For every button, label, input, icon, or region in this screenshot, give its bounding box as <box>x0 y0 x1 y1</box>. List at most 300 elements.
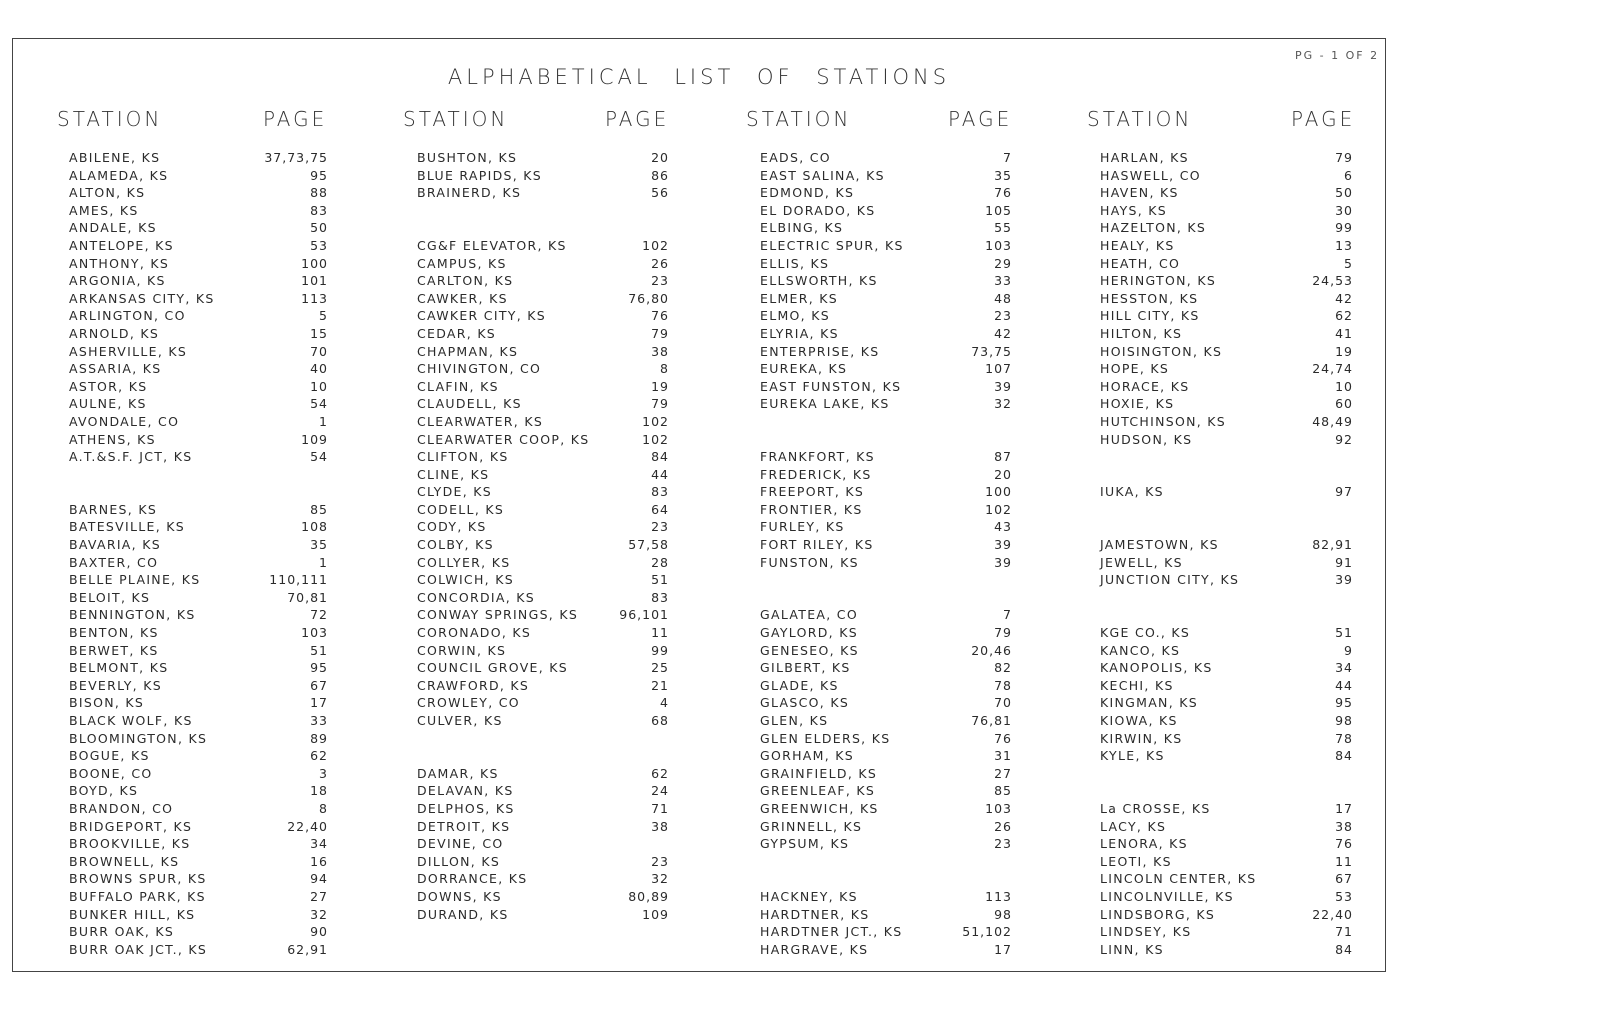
station-name: ELMO, KS <box>760 308 830 324</box>
station-page: 24 <box>651 783 669 799</box>
station-page: 85 <box>310 501 328 517</box>
station-name: DURAND, KS <box>417 906 509 922</box>
station-page: 86 <box>651 167 669 183</box>
station-page: 53 <box>1335 888 1353 904</box>
station-name: BISON, KS <box>69 695 145 711</box>
station-page: 31 <box>994 748 1012 764</box>
station-page: 19 <box>651 378 669 394</box>
station-page: 43 <box>994 519 1012 535</box>
station-name: LINCOLN CENTER, KS <box>1100 871 1257 887</box>
station-page: 37,73,75 <box>264 150 328 165</box>
station-name: FREEPORT, KS <box>760 484 865 500</box>
station-page: 70 <box>994 695 1012 711</box>
station-page: 70,81 <box>287 589 328 605</box>
station-name: LACY, KS <box>1100 818 1167 834</box>
station-page: 32 <box>310 906 328 922</box>
station-name: CULVER, KS <box>417 713 503 728</box>
station-page: 82,91 <box>1312 537 1353 553</box>
station-page: 24,53 <box>1312 273 1353 289</box>
station-page: 38 <box>1335 818 1353 834</box>
station-page: 62 <box>651 765 669 781</box>
station-name: BLACK WOLF, KS <box>69 713 193 728</box>
station-name: BROWNELL, KS <box>69 853 180 869</box>
station-page: 34 <box>310 836 328 852</box>
station-page: 35 <box>310 537 328 553</box>
station-name: A.T.&S.F. JCT, KS <box>69 449 193 465</box>
station-page: 39 <box>994 537 1012 553</box>
station-name: HERINGTON, KS <box>1100 273 1217 289</box>
station-page: 53 <box>310 237 328 253</box>
station-name: GREENLEAF, KS <box>760 783 876 799</box>
station-page: 13 <box>1335 237 1353 253</box>
station-name: JAMESTOWN, KS <box>1100 537 1219 553</box>
station-name: GILBERT, KS <box>760 660 851 676</box>
station-page: 6 <box>1344 167 1353 183</box>
station-page: 110,111 <box>269 572 328 588</box>
station-page: 64 <box>651 501 669 517</box>
station-name: GRAINFIELD, KS <box>760 765 878 781</box>
station-name: JEWELL, KS <box>1100 554 1183 570</box>
page-header: PAGE <box>605 107 670 131</box>
station-page: 89 <box>310 730 328 746</box>
station-name: HAYS, KS <box>1100 202 1168 218</box>
station-page: 42 <box>994 325 1012 341</box>
station-name: CEDAR, KS <box>417 325 497 341</box>
station-page: 3 <box>319 765 328 781</box>
station-name: CAWKER, KS <box>417 290 508 306</box>
station-name: BATESVILLE, KS <box>69 519 185 535</box>
station-page: 84 <box>651 449 669 465</box>
station-page: 23 <box>651 519 669 535</box>
station-name: EAST FUNSTON, KS <box>760 378 902 394</box>
station-name: LINN, KS <box>1100 941 1164 957</box>
station-page: 84 <box>1335 941 1353 957</box>
station-name: KIRWIN, KS <box>1100 730 1183 746</box>
station-name: HUTCHINSON, KS <box>1100 413 1227 429</box>
station-name: ATHENS, KS <box>69 431 156 447</box>
station-name: EUREKA LAKE, KS <box>760 396 890 412</box>
station-name: BOYD, KS <box>69 783 139 799</box>
station-name: HORACE, KS <box>1100 378 1190 394</box>
station-page: 83 <box>651 589 669 605</box>
station-name: AULNE, KS <box>69 396 147 412</box>
station-page: 71 <box>651 800 669 816</box>
station-page: 7 <box>1003 150 1012 165</box>
station-name: FRONTIER, KS <box>760 501 863 517</box>
station-page: 91 <box>1335 554 1353 570</box>
station-name: DAMAR, KS <box>417 765 499 781</box>
station-page: 42 <box>1335 290 1353 306</box>
station-page: 90 <box>310 924 328 940</box>
station-header: STATION <box>1087 107 1193 131</box>
station-header: STATION <box>403 107 509 131</box>
station-name: CLAFIN, KS <box>417 378 499 394</box>
station-name: GAYLORD, KS <box>760 625 858 641</box>
station-page: 105 <box>985 202 1012 218</box>
station-page: 103 <box>985 800 1012 816</box>
station-name: BUNKER HILL, KS <box>69 906 196 922</box>
station-name: FURLEY, KS <box>760 519 845 535</box>
station-name: ELLSWORTH, KS <box>760 273 878 289</box>
station-page: 39 <box>994 378 1012 394</box>
station-page: 27 <box>310 888 328 904</box>
station-name: HEALY, KS <box>1100 237 1175 253</box>
station-name: ASTOR, KS <box>69 378 148 394</box>
station-name: HARLAN, KS <box>1100 150 1189 165</box>
station-name: EADS, CO <box>760 150 831 165</box>
station-page: 51 <box>310 642 328 658</box>
station-name: AMES, KS <box>69 202 139 218</box>
station-page: 107 <box>985 361 1012 377</box>
station-name: ALTON, KS <box>69 185 146 201</box>
station-name: GRINNELL, KS <box>760 818 863 834</box>
station-page: 70 <box>310 343 328 359</box>
station-name: CAMPUS, KS <box>417 255 507 271</box>
station-page: 73,75 <box>971 343 1012 359</box>
station-page: 48,49 <box>1312 413 1353 429</box>
station-name: LEOTI, KS <box>1100 853 1172 869</box>
station-name: ANTHONY, KS <box>69 255 170 271</box>
station-page: 10 <box>1335 378 1353 394</box>
station-name: DELAVAN, KS <box>417 783 514 799</box>
station-name: CLIFTON, KS <box>417 449 509 465</box>
station-name: LENORA, KS <box>1100 836 1188 852</box>
station-page: 17 <box>1335 800 1353 816</box>
station-page: 62 <box>310 748 328 764</box>
station-page: 99 <box>651 642 669 658</box>
station-page: 102 <box>642 237 669 253</box>
station-page: 76 <box>994 185 1012 201</box>
page-header: PAGE <box>263 107 328 131</box>
station-name: FUNSTON, KS <box>760 554 859 570</box>
station-name: DETROIT, KS <box>417 818 511 834</box>
station-page: 23 <box>994 836 1012 852</box>
station-page: 5 <box>319 308 328 324</box>
station-name: ELBING, KS <box>760 220 844 236</box>
station-name: BELMONT, KS <box>69 660 169 676</box>
station-name: JUNCTION CITY, KS <box>1100 572 1240 588</box>
station-name: BENTON, KS <box>69 625 159 641</box>
station-page: 62,91 <box>287 941 328 957</box>
station-page: 1 <box>319 554 328 570</box>
station-page: 84 <box>1335 748 1353 764</box>
station-name: IUKA, KS <box>1100 484 1164 500</box>
station-name: GORHAM, KS <box>760 748 855 764</box>
station-name: GLASCO, KS <box>760 695 850 711</box>
station-name: CONWAY SPRINGS, KS <box>417 607 579 623</box>
station-page: 7 <box>1003 607 1012 623</box>
station-page: 17 <box>310 695 328 711</box>
station-page: 100 <box>301 255 328 271</box>
station-page: 68 <box>651 713 669 728</box>
station-name: BUSHTON, KS <box>417 150 518 165</box>
station-page: 51,102 <box>962 924 1012 940</box>
station-name: CLEARWATER COOP, KS <box>417 431 590 447</box>
station-name: BAVARIA, KS <box>69 537 161 553</box>
station-page: 95 <box>310 660 328 676</box>
station-name: ARLINGTON, CO <box>69 308 186 324</box>
station-page: 11 <box>1335 853 1353 869</box>
station-page: 87 <box>994 449 1012 465</box>
station-name: HAVEN, KS <box>1100 185 1179 201</box>
station-page: 83 <box>310 202 328 218</box>
page-header: PAGE <box>948 107 1013 131</box>
station-name: CORWIN, KS <box>417 642 507 658</box>
station-name: HESSTON, KS <box>1100 290 1199 306</box>
station-name: ELYRIA, KS <box>760 325 839 341</box>
station-page: 76 <box>651 308 669 324</box>
station-name: HOISINGTON, KS <box>1100 343 1223 359</box>
station-name: BRANDON, CO <box>69 800 174 816</box>
station-page: 22,40 <box>1312 906 1353 922</box>
station-page: 76 <box>994 730 1012 746</box>
station-page: 35 <box>994 167 1012 183</box>
station-name: BRIDGEPORT, KS <box>69 818 193 834</box>
station-page: 79 <box>1335 150 1353 165</box>
station-page: 97 <box>1335 484 1353 500</box>
station-name: DEVINE, CO <box>417 836 504 852</box>
station-page: 20,46 <box>971 642 1012 658</box>
station-page: 11 <box>651 625 669 641</box>
station-page: 39 <box>1335 572 1353 588</box>
station-name: CODY, KS <box>417 519 487 535</box>
station-name: BURR OAK JCT., KS <box>69 941 208 957</box>
station-page: 101 <box>301 273 328 289</box>
station-page: 19 <box>1335 343 1353 359</box>
station-page: 79 <box>651 396 669 412</box>
station-name: FREDERICK, KS <box>760 466 872 482</box>
station-name: BAXTER, CO <box>69 554 159 570</box>
station-name: EL DORADO, KS <box>760 202 876 218</box>
station-page: 102 <box>642 431 669 447</box>
station-page: 5 <box>1344 255 1353 271</box>
station-name: CRAWFORD, KS <box>417 677 530 693</box>
station-name: BEVERLY, KS <box>69 677 162 693</box>
station-page: 38 <box>651 818 669 834</box>
station-name: BURR OAK, KS <box>69 924 175 940</box>
page-label: PG - 1 OF 2 <box>1295 49 1380 62</box>
station-name: CHAPMAN, KS <box>417 343 519 359</box>
station-page: 108 <box>301 519 328 535</box>
station-name: LINDSBORG, KS <box>1100 906 1216 922</box>
station-page: 44 <box>1335 677 1353 693</box>
station-name: HAZELTON, KS <box>1100 220 1207 236</box>
station-page: 15 <box>310 325 328 341</box>
station-name: EDMOND, KS <box>760 185 855 201</box>
station-page: 76 <box>1335 836 1353 852</box>
station-name: La CROSSE, KS <box>1100 800 1211 816</box>
station-name: HARGRAVE, KS <box>760 941 869 957</box>
station-name: ELMER, KS <box>760 290 839 306</box>
station-name: CROWLEY, CO <box>417 695 520 711</box>
station-page: 60 <box>1335 396 1353 412</box>
station-page: 23 <box>651 273 669 289</box>
station-page: 78 <box>1335 730 1353 746</box>
station-name: ARNOLD, KS <box>69 325 160 341</box>
station-page: 62 <box>1335 308 1353 324</box>
station-page: 100 <box>985 484 1012 500</box>
station-page: 21 <box>651 677 669 693</box>
station-page: 33 <box>994 273 1012 289</box>
station-name: KANOPOLIS, KS <box>1100 660 1213 676</box>
station-name: ANDALE, KS <box>69 220 157 236</box>
station-page: 1 <box>319 413 328 429</box>
station-name: GLADE, KS <box>760 677 839 693</box>
station-page: 76,81 <box>971 713 1012 728</box>
station-page: 103 <box>301 625 328 641</box>
station-name: DILLON, KS <box>417 853 501 869</box>
station-page: 83 <box>651 484 669 500</box>
station-page: 103 <box>985 237 1012 253</box>
station-name: HILL CITY, KS <box>1100 308 1200 324</box>
station-name: ELLIS, KS <box>760 255 830 271</box>
station-name: KINGMAN, KS <box>1100 695 1198 711</box>
station-name: CLEARWATER, KS <box>417 413 544 429</box>
station-page: 30 <box>1335 202 1353 218</box>
station-name: DORRANCE, KS <box>417 871 528 887</box>
station-name: GYPSUM, KS <box>760 836 850 852</box>
station-name: KECHI, KS <box>1100 677 1174 693</box>
station-name: GALATEA, CO <box>760 607 858 623</box>
station-page: 44 <box>651 466 669 482</box>
document-title: ALPHABETICAL LIST OF STATIONS <box>447 65 951 89</box>
station-name: KYLE, KS <box>1100 748 1165 764</box>
station-name: CLINE, KS <box>417 466 490 482</box>
station-name: HACKNEY, KS <box>760 888 858 904</box>
station-name: BLUE RAPIDS, KS <box>417 167 543 183</box>
station-page: 17 <box>994 941 1012 957</box>
station-page: 113 <box>985 888 1012 904</box>
station-page: 51 <box>651 572 669 588</box>
station-page: 20 <box>994 466 1012 482</box>
station-page: 23 <box>651 853 669 869</box>
station-name: GLEN, KS <box>760 713 829 728</box>
station-page: 27 <box>994 765 1012 781</box>
station-name: BROWNS SPUR, KS <box>69 871 207 887</box>
station-name: CONCORDIA, KS <box>417 589 536 605</box>
station-page: 92 <box>1335 431 1353 447</box>
station-name: BARNES, KS <box>69 501 158 517</box>
station-page: 16 <box>310 853 328 869</box>
station-name: CODELL, KS <box>417 501 505 517</box>
station-name: HUDSON, KS <box>1100 431 1193 447</box>
station-name: BROOKVILLE, KS <box>69 836 191 852</box>
station-page: 71 <box>1335 924 1353 940</box>
station-page: 8 <box>319 800 328 816</box>
station-name: CLAUDELL, KS <box>417 396 522 412</box>
station-page: 25 <box>651 660 669 676</box>
station-name: ALAMEDA, KS <box>69 167 169 183</box>
station-name: CAWKER CITY, KS <box>417 308 546 324</box>
station-name: CLYDE, KS <box>417 484 492 500</box>
station-page: 102 <box>985 501 1012 517</box>
station-name: KIOWA, KS <box>1100 713 1178 728</box>
station-name: BOGUE, KS <box>69 748 150 764</box>
station-page: 78 <box>994 677 1012 693</box>
station-name: CARLTON, KS <box>417 273 514 289</box>
station-page: 32 <box>651 871 669 887</box>
station-name: ABILENE, KS <box>69 150 161 165</box>
station-name: FORT RILEY, KS <box>760 537 874 553</box>
station-name: BOONE, CO <box>69 765 153 781</box>
station-name: FRANKFORT, KS <box>760 449 875 465</box>
station-page: 10 <box>310 378 328 394</box>
station-name: COUNCIL GROVE, KS <box>417 660 569 676</box>
station-name: GLEN ELDERS, KS <box>760 730 891 746</box>
station-page: 51 <box>1335 625 1353 641</box>
station-page: 26 <box>651 255 669 271</box>
station-header: STATION <box>57 107 163 131</box>
station-name: HILTON, KS <box>1100 325 1183 341</box>
station-name: EAST SALINA, KS <box>760 167 885 183</box>
station-name: HARDTNER, KS <box>760 906 870 922</box>
station-page: 9 <box>1344 642 1353 658</box>
station-name: HASWELL, CO <box>1100 167 1201 183</box>
station-page: 40 <box>310 361 328 377</box>
station-page: 109 <box>301 431 328 447</box>
station-page: 23 <box>994 308 1012 324</box>
station-page: 4 <box>660 695 669 711</box>
station-page: 20 <box>651 150 669 165</box>
station-page: 67 <box>1335 871 1353 887</box>
station-page: 54 <box>310 449 328 465</box>
station-page: 54 <box>310 396 328 412</box>
station-name: ASSARIA, KS <box>69 361 162 377</box>
station-page: 41 <box>1335 325 1353 341</box>
station-page: 32 <box>994 396 1012 412</box>
station-name: BELLE PLAINE, KS <box>69 572 201 588</box>
station-name: HOXIE, KS <box>1100 396 1175 412</box>
station-name: LINDSEY, KS <box>1100 924 1192 940</box>
station-name: GREENWICH, KS <box>760 800 879 816</box>
station-page: 99 <box>1335 220 1353 236</box>
station-page: 76,80 <box>628 290 669 306</box>
station-name: GENESEO, KS <box>760 642 859 658</box>
station-page: 80,89 <box>628 888 669 904</box>
station-page: 22,40 <box>287 818 328 834</box>
station-page: 39 <box>994 554 1012 570</box>
station-name: EUREKA, KS <box>760 361 848 377</box>
station-page: 57,58 <box>628 537 669 553</box>
station-page: 95 <box>310 167 328 183</box>
station-page: 28 <box>651 554 669 570</box>
station-page: 72 <box>310 607 328 623</box>
station-name: ARKANSAS CITY, KS <box>69 290 215 306</box>
station-name: DELPHOS, KS <box>417 800 515 816</box>
station-name: COLBY, KS <box>417 537 494 553</box>
station-name: HOPE, KS <box>1100 361 1170 377</box>
station-page: 38 <box>651 343 669 359</box>
station-name: LINCOLNVILLE, KS <box>1100 888 1234 904</box>
station-name: BENNINGTON, KS <box>69 607 196 623</box>
station-header: STATION <box>746 107 852 131</box>
station-name: BUFFALO PARK, KS <box>69 888 206 904</box>
station-page: 56 <box>651 185 669 201</box>
station-page: 79 <box>994 625 1012 641</box>
station-name: CHIVINGTON, CO <box>417 361 542 377</box>
station-page: 26 <box>994 818 1012 834</box>
station-page: 98 <box>1335 713 1353 728</box>
page-header: PAGE <box>1291 107 1356 131</box>
station-page: 109 <box>642 906 669 922</box>
station-name: CG&F ELEVATOR, KS <box>417 237 567 253</box>
station-page: 95 <box>1335 695 1353 711</box>
station-page: 50 <box>1335 185 1353 201</box>
station-name: CORONADO, KS <box>417 625 532 641</box>
station-page: 33 <box>310 713 328 728</box>
station-page: 29 <box>994 255 1012 271</box>
station-name: KANCO, KS <box>1100 642 1181 658</box>
